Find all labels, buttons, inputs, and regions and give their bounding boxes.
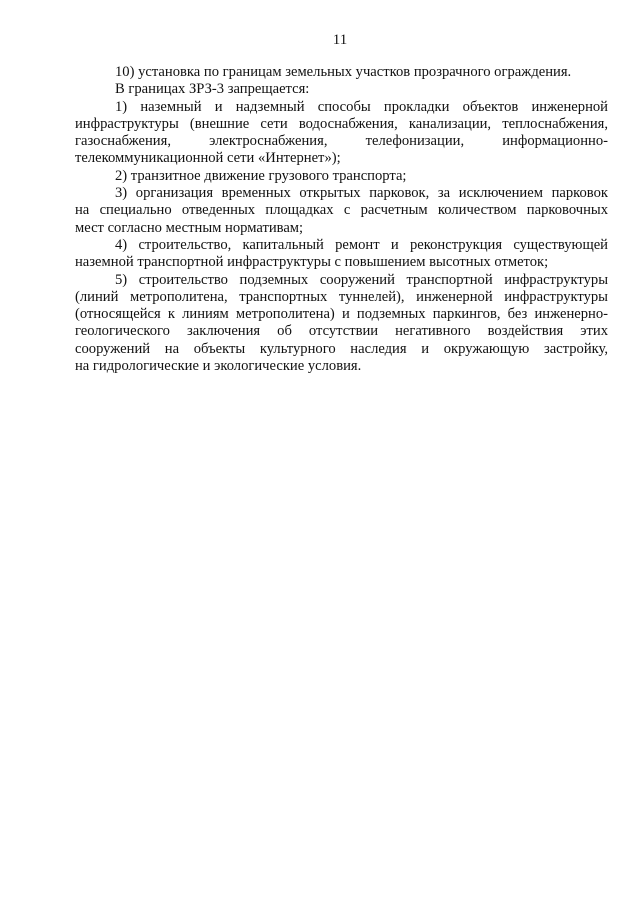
text-line: на специально отведенных площадках с расчетным количеством парковочных [75, 202, 608, 219]
page-number: 11 [332, 32, 348, 48]
text-line: на гидрологические и экологические условия. [75, 358, 362, 375]
text-line: 10) установка по границам земельных участков прозрачного ограждения. [115, 64, 572, 80]
text-line: мест согласно местным нормативам; [75, 219, 304, 236]
text-line: сооружений на объекты культурного наследия и окружающую застройку, [75, 340, 608, 357]
text-line: 2) транзитное движение грузового транспорта; [115, 167, 407, 184]
paragraph [75, 272, 608, 376]
text-line: 5) строительство подземных сооружений транспортной инфраструктуры [115, 271, 608, 288]
paragraph [75, 237, 608, 272]
text-line: (линий метрополитена, транспортных туннелей), инженерной инфраструктуры [75, 288, 608, 305]
text-line: 3) организация временных открытых парковок, за исключением парковок [115, 185, 608, 202]
text-line: телекоммуникационной сети «Интернет»); [75, 150, 341, 167]
paragraph [75, 81, 608, 98]
document-body [75, 64, 608, 375]
paragraph [75, 185, 608, 237]
text-line: наземной транспортной инфраструктуры с повышением высотных отметок; [75, 254, 549, 271]
paragraph [75, 168, 608, 185]
text-line: В границах ЗРЗ-3 запрещается: [115, 81, 310, 98]
paragraph [75, 99, 608, 168]
text-line: геологического заключения об отсутствии негативного воздействия этих [75, 323, 608, 340]
text-line: газоснабжения, электроснабжения, телефонизации, информационно- [75, 133, 608, 150]
text-line: (относящейся к линиям метрополитена) и подземных паркингов, без инженерно- [75, 306, 608, 323]
text-line: 1) наземный и надземный способы прокладки объектов инженерной [115, 98, 608, 115]
paragraph [75, 64, 608, 81]
text-line: инфраструктуры (внешние сети водоснабжения, канализации, теплоснабжения, [75, 115, 608, 132]
text-line: 4) строительство, капитальный ремонт и реконструкция существующей [115, 236, 608, 253]
